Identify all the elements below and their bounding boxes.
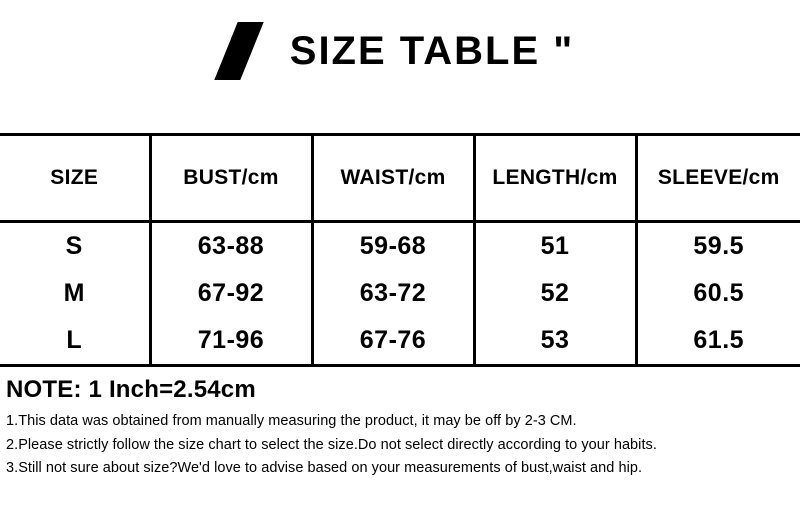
cell-sleeve: 60.5 bbox=[636, 270, 800, 317]
cell-length: 53 bbox=[474, 317, 636, 366]
cell-length: 52 bbox=[474, 270, 636, 317]
column-header-length: LENGTH/cm bbox=[474, 136, 636, 222]
cell-waist: 59-68 bbox=[312, 222, 474, 271]
note-line-1: 1.This data was obtained from manually measuring the product, it may be off by 2-3 CM. bbox=[6, 413, 577, 430]
cell-bust: 67-92 bbox=[150, 270, 312, 317]
chart-header bbox=[0, 0, 800, 136]
slash-mark-icon bbox=[214, 22, 263, 80]
column-header-size: SIZE bbox=[0, 136, 150, 222]
cell-sleeve: 59.5 bbox=[636, 222, 800, 271]
table-row bbox=[0, 317, 800, 366]
note-line-2: 2.Please strictly follow the size chart to select the size.Do not select directly according to your habits. bbox=[6, 436, 657, 453]
cell-length: 51 bbox=[474, 222, 636, 271]
table-header-row bbox=[0, 136, 800, 222]
page-title: SIZE TABLE " bbox=[289, 28, 575, 73]
notes-section bbox=[0, 367, 800, 481]
cell-size: S bbox=[0, 222, 150, 271]
cell-bust: 71-96 bbox=[150, 317, 312, 366]
note-title: NOTE: 1 Inch=2.54cm bbox=[6, 376, 256, 403]
cell-bust: 63-88 bbox=[150, 222, 312, 271]
note-line-3: 3.Still not sure about size?We'd love to advise based on your measurements of bust,waist and hip. bbox=[6, 460, 643, 477]
cell-size: L bbox=[0, 317, 150, 366]
cell-waist: 63-72 bbox=[312, 270, 474, 317]
column-header-waist: WAIST/cm bbox=[312, 136, 474, 222]
cell-sleeve: 61.5 bbox=[636, 317, 800, 366]
table-row bbox=[0, 270, 800, 317]
table-row bbox=[0, 222, 800, 271]
size-table bbox=[0, 136, 800, 367]
column-header-bust: BUST/cm bbox=[150, 136, 312, 222]
cell-waist: 67-76 bbox=[312, 317, 474, 366]
column-header-sleeve: SLEEVE/cm bbox=[636, 136, 800, 222]
cell-size: M bbox=[0, 270, 150, 317]
